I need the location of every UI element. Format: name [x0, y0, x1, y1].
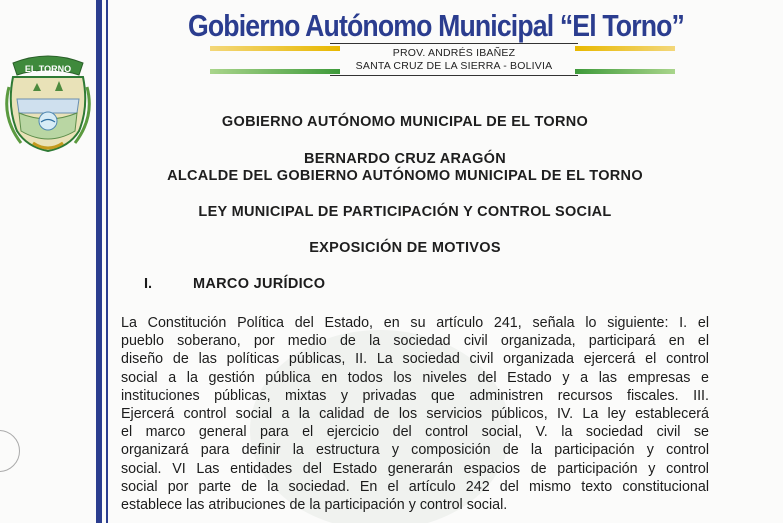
letterhead-band-green-left	[210, 69, 340, 74]
letterhead-band-yellow-left	[210, 46, 340, 51]
mayor-title: ALCALDE DEL GOBIERNO AUTÓNOMO MUNICIPAL DE EL TORNO	[167, 168, 643, 184]
body-paragraph	[121, 314, 709, 514]
mayor-name: BERNARDO CRUZ ARAGÓN	[303, 151, 506, 167]
paragraph-line: social. VI Las entidades del Estado generarán espacios de participación y control	[121, 460, 709, 477]
paragraph-line: organizará para definir la estructura y composición de la participación y control	[121, 442, 709, 459]
letterhead-title: Gobierno Autónomo Municipal “El Torno”	[188, 8, 685, 43]
letterhead-band-green-right	[575, 69, 675, 74]
letterhead-rule-bottom	[330, 75, 578, 76]
paragraph-line: social por parte de la sociedad. En el artículo 242 del mismo texto constitucional	[121, 478, 709, 495]
paragraph-line: Ejercerá control social a la calidad de los servicios públicos, IV. La ley establecerá	[121, 406, 709, 423]
paragraph-line: establece las atribuciones de la participación y control social.	[121, 497, 508, 514]
letterhead-rule-top	[330, 43, 578, 44]
svg-text:EL TORNO: EL TORNO	[24, 64, 72, 74]
letterhead-location: SANTA CRUZ DE LA SIERRA - BOLIVIA	[355, 60, 553, 72]
paragraph-line: instituciones públicas, mixtas y privadas que administren recursos fiscales. III.	[121, 387, 709, 404]
paragraph-line: el marco general para el ejercicio del control social, V. la sociedad civil se	[121, 424, 709, 441]
institution-heading: GOBIERNO AUTÓNOMO MUNICIPAL DE EL TORNO	[221, 114, 589, 130]
paragraph-line: pueblo soberano, por medio de la sociedad civil organizada, participará en el	[121, 333, 709, 350]
section-number: I.	[144, 276, 153, 292]
section-title: MARCO JURÍDICO	[193, 276, 326, 292]
letterhead-province: PROV. ANDRÉS IBAÑEZ	[392, 47, 516, 59]
paragraph-line: La Constitución Política del Estado, en su artículo 241, señala lo siguiente: I. el	[121, 315, 709, 331]
municipal-seal-icon	[3, 47, 93, 157]
law-title: LEY MUNICIPAL DE PARTICIPACIÓN Y CONTROL SOCIAL	[198, 204, 612, 220]
paragraph-line: diseño de las políticas públicas, II. La sociedad civil organizada ejercerá el control	[121, 351, 709, 368]
left-margin-rule	[106, 0, 108, 523]
scan-artifact	[0, 430, 20, 472]
left-margin-bar	[96, 0, 102, 523]
paragraph-line: social a la gestión pública en todos los niveles del Estado y a las empresas e	[121, 369, 709, 386]
letterhead-band-yellow-right	[575, 46, 675, 51]
section-heading: EXPOSICIÓN DE MOTIVOS	[309, 240, 501, 256]
